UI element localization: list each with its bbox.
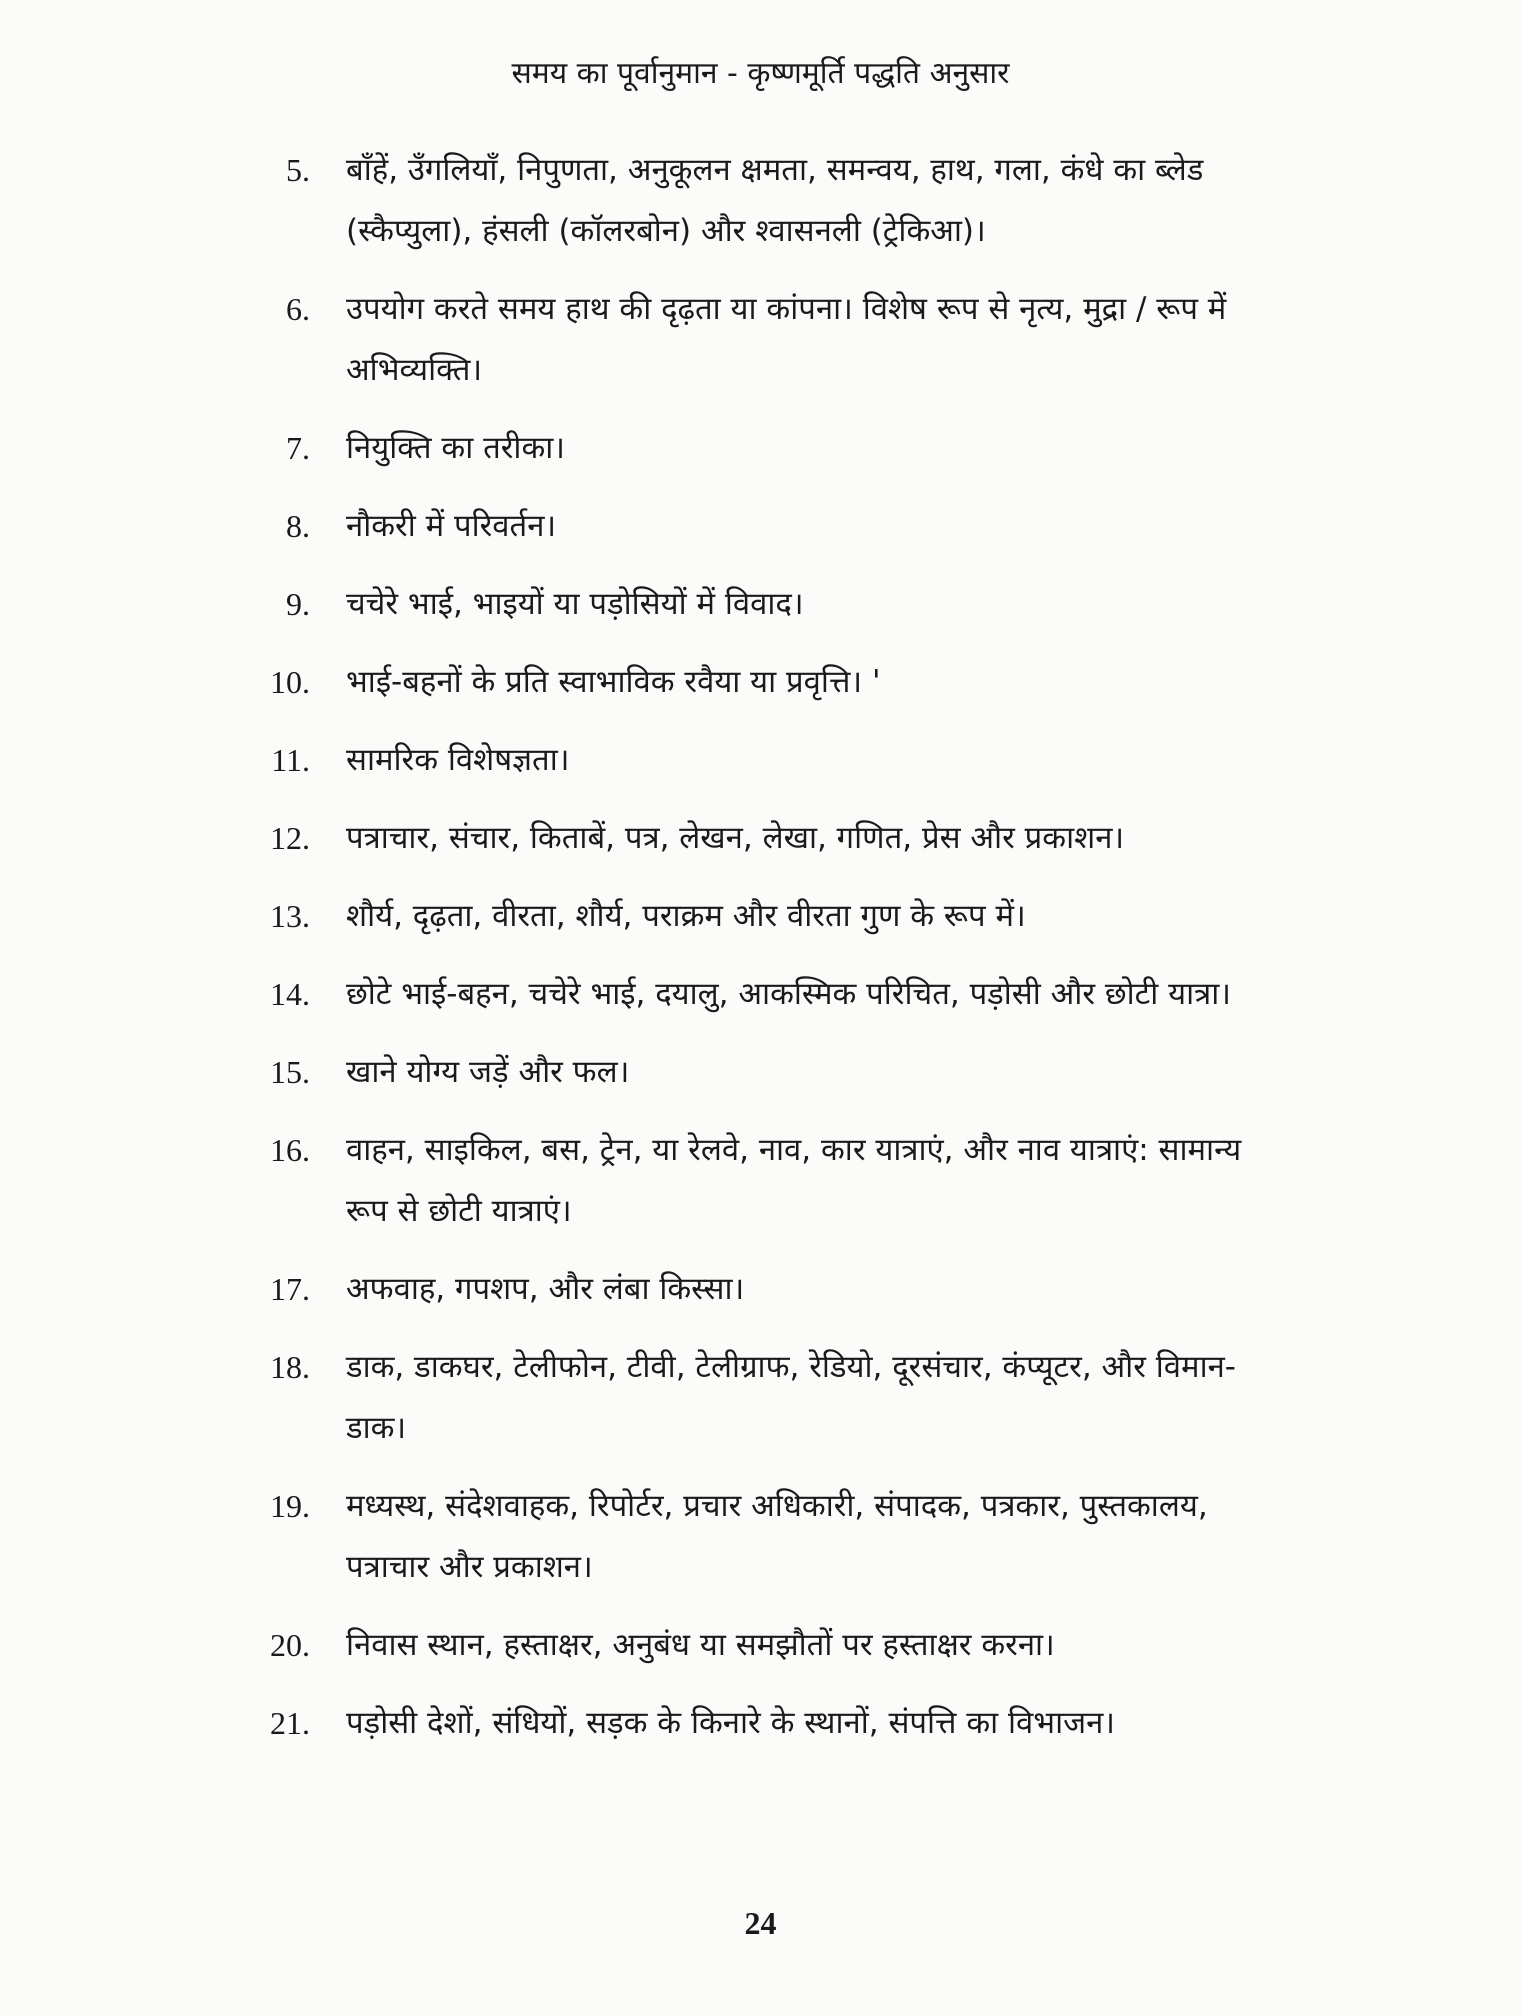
list-item	[230, 652, 1270, 713]
item-text: चचेरे भाई, भाइयों या पड़ोसियों में विवाद।	[346, 586, 804, 622]
list-item	[230, 808, 1270, 869]
list-item	[230, 418, 1270, 479]
item-text: बाँहें, उँगलियाँ, निपुणता, अनुकूलन क्षमता, समन्वय, हाथ, गला, कंधे का ब्लेड (स्कैप्युला), हंसली (कॉलरबोन) और श्वासनली (ट्रेकिआ)।	[346, 152, 1204, 249]
list-item	[230, 886, 1270, 947]
item-text: छोटे भाई-बहन, चचेरे भाई, दयालु, आकस्मिक परिचित, पड़ोसी और छोटी यात्रा।	[346, 976, 1232, 1012]
list-item	[230, 1693, 1270, 1754]
item-number: 9.	[286, 586, 310, 622]
item-text: भाई-बहनों के प्रति स्वाभाविक रवैया या प्रवृत्ति। '	[346, 664, 881, 700]
item-number: 17.	[270, 1271, 310, 1307]
item-text: पत्राचार, संचार, किताबें, पत्र, लेखन, लेखा, गणित, प्रेस और प्रकाशन।	[346, 820, 1125, 856]
page-number: 24	[744, 1905, 777, 1941]
item-text: खाने योग्य जड़ें और फल।	[346, 1054, 630, 1090]
item-text: पड़ोसी देशों, संधियों, सड़क के किनारे के स्थानों, संपत्ति का विभाजन।	[346, 1705, 1116, 1741]
numbered-list	[230, 140, 1270, 1771]
list-item	[230, 496, 1270, 557]
item-number: 12.	[270, 820, 310, 856]
item-text: शौर्य, दृढ़ता, वीरता, शौर्य, पराक्रम और वीरता गुण के रूप में।	[346, 898, 1026, 934]
item-number: 8.	[286, 508, 310, 544]
item-number: 20.	[270, 1627, 310, 1663]
list-item	[230, 140, 1270, 262]
item-text: मध्यस्थ, संदेशवाहक, रिपोर्टर, प्रचार अधिकारी, संपादक, पत्रकार, पुस्तकालय, पत्राचार और प्रकाशन।	[346, 1488, 1208, 1585]
item-number: 6.	[286, 291, 310, 327]
item-number: 19.	[270, 1488, 310, 1524]
item-number: 21.	[270, 1705, 310, 1741]
item-text: वाहन, साइकिल, बस, ट्रेन, या रेलवे, नाव, कार यात्राएं, और नाव यात्राएं: सामान्य रूप से छोटी यात्राएं।	[346, 1132, 1242, 1229]
list-item	[230, 730, 1270, 791]
list-item	[230, 1476, 1270, 1598]
item-number: 18.	[270, 1349, 310, 1385]
item-text: नियुक्ति का तरीका।	[346, 430, 566, 466]
item-number: 11.	[271, 742, 310, 778]
item-number: 7.	[286, 430, 310, 466]
item-text: नौकरी में परिवर्तन।	[346, 508, 557, 544]
item-text: निवास स्थान, हस्ताक्षर, अनुबंध या समझौतों पर हस्ताक्षर करना।	[346, 1627, 1055, 1663]
item-text: अफवाह, गपशप, और लंबा किस्सा।	[346, 1271, 745, 1307]
item-text: सामरिक विशेषज्ञता।	[346, 742, 570, 778]
item-text: डाक, डाकघर, टेलीफोन, टीवी, टेलीग्राफ, रेडियो, दूरसंचार, कंप्यूटर, और विमान-डाक।	[346, 1349, 1236, 1446]
item-text: उपयोग करते समय हाथ की दृढ़ता या कांपना। विशेष रूप से नृत्य, मुद्रा / रूप में अभिव्यक्ति।	[346, 291, 1227, 388]
list-item	[230, 1259, 1270, 1320]
list-item	[230, 279, 1270, 401]
list-item	[230, 1120, 1270, 1242]
item-number: 13.	[270, 898, 310, 934]
list-item	[230, 1615, 1270, 1676]
item-number: 5.	[286, 152, 310, 188]
list-item	[230, 1337, 1270, 1459]
list-item	[230, 574, 1270, 635]
item-number: 16.	[270, 1132, 310, 1168]
item-number: 15.	[270, 1054, 310, 1090]
list-item	[230, 1042, 1270, 1103]
list-item	[230, 964, 1270, 1025]
item-number: 10.	[270, 664, 310, 700]
page-header: समय का पूर्वानुमान - कृष्णमूर्ति पद्धति अनुसार	[511, 56, 1010, 91]
item-number: 14.	[270, 976, 310, 1012]
